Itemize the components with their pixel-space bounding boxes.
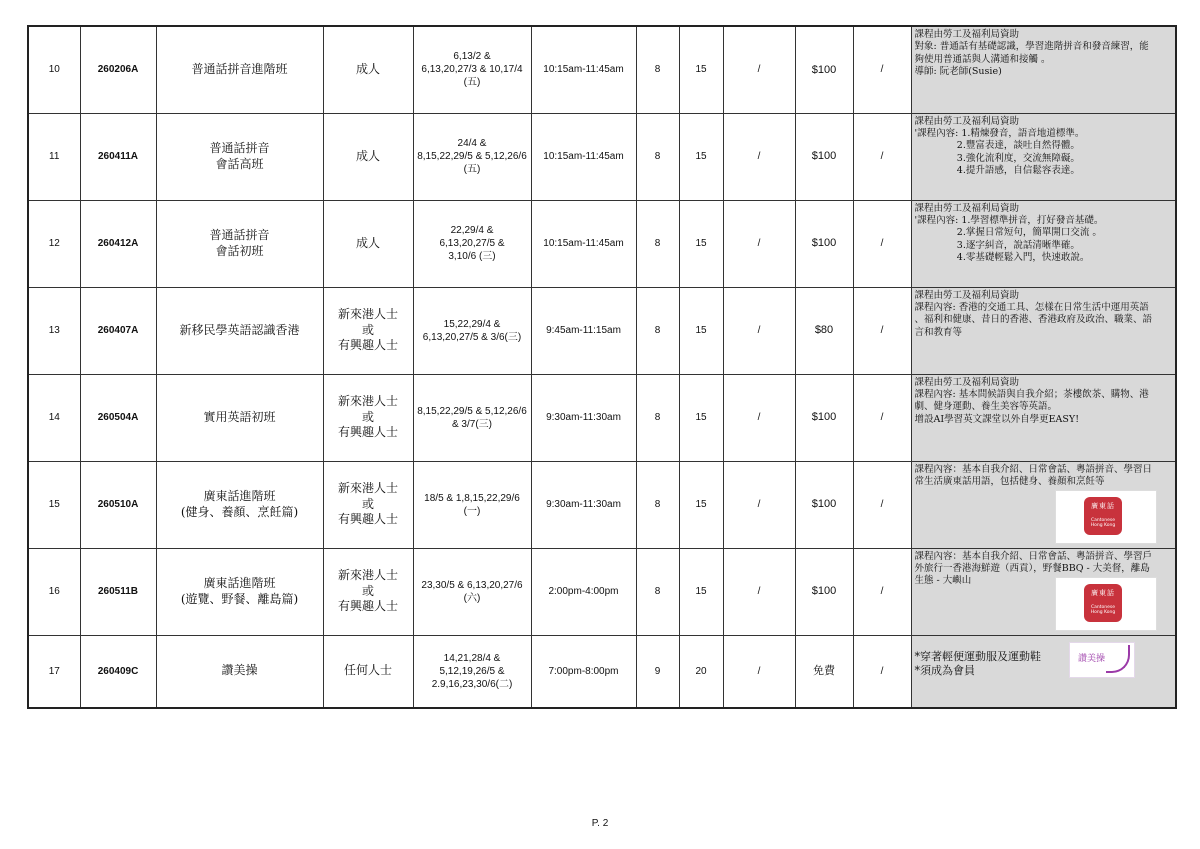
course-fee: 免費 xyxy=(795,635,853,708)
quota: 20 xyxy=(679,635,723,708)
quota: 15 xyxy=(679,287,723,374)
separator: / xyxy=(853,635,911,708)
course-fee: $100 xyxy=(795,374,853,461)
target-line: 新來港人士 xyxy=(337,307,398,322)
target-audience xyxy=(323,26,413,113)
date-line: 18/5 & 1,8,15,22,29/6 xyxy=(424,492,520,504)
remark-line: 導師: 阮老師(Susie) xyxy=(914,66,1002,78)
course-row xyxy=(28,635,1176,708)
course-name xyxy=(156,200,323,287)
cantonese-app-icon xyxy=(1084,584,1122,622)
remark-line: 課程內容：基本自我介紹、日常會話、粵語拼音、學習日 xyxy=(914,463,1153,475)
target-audience xyxy=(323,287,413,374)
date-line: 6,13,20,27/5 & 3/6(三) xyxy=(422,331,522,343)
target-line: 或 xyxy=(361,322,374,337)
remark-line: *須成為會員 xyxy=(914,663,975,677)
remark-line: 增設AI學習英文課堂以外自學更EASY! xyxy=(914,413,1080,425)
logo-subtitle xyxy=(1084,518,1122,529)
course-time: 9:30am-11:30am xyxy=(531,461,636,548)
cantonese-app-logo xyxy=(1055,490,1157,544)
course-remarks xyxy=(911,26,1176,113)
course-row xyxy=(28,548,1176,635)
remark-line: 課程內容：基本自我介紹、日常會話、粵語拼音、學習戶 xyxy=(914,550,1153,562)
course-fee: $100 xyxy=(795,26,853,113)
remark-line: 課程內容: 基本問候語與自我介紹；茶樓飲茶、購物、港 xyxy=(914,388,1149,400)
quota: 15 xyxy=(679,113,723,200)
separator: / xyxy=(723,374,795,461)
separator: / xyxy=(853,374,911,461)
remark-line: 4.零基礎輕鬆入門，快速敢說。 xyxy=(914,251,1090,263)
separator: / xyxy=(723,548,795,635)
target-line: 有興趣人士 xyxy=(337,599,398,614)
course-row xyxy=(28,374,1176,461)
course-name xyxy=(156,461,323,548)
target-line: 新來港人士 xyxy=(337,568,398,583)
course-name xyxy=(156,374,323,461)
date-line: 6,13,20,27/3 & 10,17/4 xyxy=(421,64,523,76)
lesson-count: 9 xyxy=(636,635,679,708)
target-line: 有興趣人士 xyxy=(337,512,398,527)
lesson-count: 8 xyxy=(636,113,679,200)
course-name xyxy=(156,26,323,113)
course-dates xyxy=(413,461,531,548)
course-name xyxy=(156,287,323,374)
target-line: 或 xyxy=(361,496,374,511)
target-line: 新來港人士 xyxy=(337,481,398,496)
course-remarks xyxy=(911,113,1176,200)
date-line: 3,10/6 (三) xyxy=(448,251,496,262)
course-name-line: 實用英語初班 xyxy=(203,409,276,424)
separator: / xyxy=(723,287,795,374)
cantonese-app-logo xyxy=(1055,577,1157,631)
remark-line: 課程由勞工及福利局資助 xyxy=(914,289,1020,301)
course-time: 10:15am-11:45am xyxy=(531,200,636,287)
target-line: 任何人士 xyxy=(343,663,392,678)
course-code: 260510A xyxy=(80,461,156,548)
course-remarks xyxy=(911,374,1176,461)
separator: / xyxy=(853,113,911,200)
date-line: 2.9,16,23,30/6(二) xyxy=(431,678,513,690)
remark-line: 課程由勞工及福利局資助 xyxy=(914,202,1020,214)
logo-subtitle-line: Cantonese xyxy=(1090,604,1115,610)
row-number: 14 xyxy=(28,374,80,461)
date-line: (六) xyxy=(463,592,481,604)
course-fee: $100 xyxy=(795,113,853,200)
course-time: 7:00pm-8:00pm xyxy=(531,635,636,708)
swoosh-icon xyxy=(1106,645,1130,673)
page-number: P. 2 xyxy=(591,818,609,829)
remark-line: 2.掌握日常短句，簡單開口交流 。 xyxy=(914,227,1102,239)
date-line: 15,22,29/4 & xyxy=(443,318,501,330)
praise-dance-logo xyxy=(1069,642,1135,678)
row-number: 12 xyxy=(28,200,80,287)
course-fee: $100 xyxy=(795,200,853,287)
cantonese-app-icon xyxy=(1084,497,1122,535)
course-remarks xyxy=(911,548,1176,635)
praise-dance-logo-text: 讚美操 xyxy=(1078,653,1106,664)
course-code: 260206A xyxy=(80,26,156,113)
logo-subtitle xyxy=(1084,605,1122,616)
course-name-line: 讚美操 xyxy=(221,663,258,678)
lesson-count: 8 xyxy=(636,26,679,113)
date-line: 5,12,19,26/5 & xyxy=(439,665,505,677)
course-time: 10:15am-11:45am xyxy=(531,26,636,113)
target-audience xyxy=(323,461,413,548)
course-name-line: 普通話拼音 xyxy=(209,227,270,242)
row-number: 16 xyxy=(28,548,80,635)
course-fee: $100 xyxy=(795,548,853,635)
lesson-count: 8 xyxy=(636,287,679,374)
date-line: & 3/7(三) xyxy=(451,418,492,430)
date-line: (一) xyxy=(463,505,481,517)
course-name-line: (健身、養顏、烹飪篇) xyxy=(180,504,299,519)
target-line: 有興趣人士 xyxy=(337,425,398,440)
remark-line: 外旅行一香港海鮮遊（西貢），野餐BBQ - 大美督，離島 xyxy=(914,562,1150,574)
lesson-count: 8 xyxy=(636,461,679,548)
course-code: 260411A xyxy=(80,113,156,200)
quota: 15 xyxy=(679,461,723,548)
course-code: 260511B xyxy=(80,548,156,635)
date-line: 23,30/5 & 6,13,20,27/6 xyxy=(421,579,523,591)
date-line: 8,15,22,29/5 & 5,12,26/6 xyxy=(417,405,527,417)
course-dates xyxy=(413,548,531,635)
separator: / xyxy=(853,548,911,635)
quota: 15 xyxy=(679,26,723,113)
logo-subtitle-line: Hong Kong xyxy=(1090,609,1116,615)
target-audience xyxy=(323,548,413,635)
course-row xyxy=(28,287,1176,374)
quota: 15 xyxy=(679,200,723,287)
lesson-count: 8 xyxy=(636,548,679,635)
date-line: 8,15,22,29/5 & 5,12,26/6 xyxy=(417,151,527,162)
remark-line: '課程內容: 1.精煉發音，語音地道標準。 xyxy=(914,127,1085,139)
target-line: 有興趣人士 xyxy=(337,338,398,353)
course-name-line: 廣東話進階班 xyxy=(203,488,276,503)
remark-line: 課程由勞工及福利局資助 xyxy=(914,376,1020,388)
remark-line: 對象: 普通話有基礎認識，學習進階拼音和發音練習，能 xyxy=(914,41,1149,53)
course-table xyxy=(27,25,1177,709)
date-line: (五) xyxy=(463,77,481,89)
remark-line: 課程由勞工及福利局資助 xyxy=(914,115,1020,127)
separator: / xyxy=(723,26,795,113)
course-fee: $80 xyxy=(795,287,853,374)
separator: / xyxy=(853,200,911,287)
course-code: 260504A xyxy=(80,374,156,461)
separator: / xyxy=(853,287,911,374)
remark-line: *穿著輕便運動服及運動鞋 xyxy=(914,649,1041,663)
remark-line: 3.逐字糾音，說話清晰準確。 xyxy=(914,239,1080,251)
target-line: 或 xyxy=(361,409,374,424)
course-name-line: 廣東話進階班 xyxy=(203,575,276,590)
course-remarks xyxy=(911,635,1176,708)
target-line: 成人 xyxy=(355,148,380,163)
remark-line: 劇、健身運動、養生美容等英語。 xyxy=(914,401,1058,413)
remark-line: 生態 - 大嶼山 xyxy=(914,575,972,587)
remark-line: 常生活廣東話用語，包括健身、養顏和烹飪等 xyxy=(914,475,1105,487)
remark-line: 4.提升語感，自信鬆容表達。 xyxy=(914,164,1080,176)
target-audience xyxy=(323,374,413,461)
course-name-line: 普通話拼音進階班 xyxy=(191,61,288,76)
course-code: 260412A xyxy=(80,200,156,287)
remark-line: 課程由勞工及福利局資助 xyxy=(914,29,1020,40)
course-time: 2:00pm-4:00pm xyxy=(531,548,636,635)
course-remarks xyxy=(911,200,1176,287)
course-name xyxy=(156,548,323,635)
target-line: 或 xyxy=(361,583,374,598)
course-name-line: 會話高班 xyxy=(215,156,264,171)
logo-subtitle-line: Cantonese xyxy=(1090,517,1115,523)
row-number: 17 xyxy=(28,635,80,708)
course-code: 260407A xyxy=(80,287,156,374)
remark-line: 夠使用普通話與人溝通和接觸 。 xyxy=(914,53,1051,65)
course-dates xyxy=(413,113,531,200)
separator: / xyxy=(723,635,795,708)
target-line: 新來港人士 xyxy=(337,394,398,409)
separator: / xyxy=(723,113,795,200)
row-number: 10 xyxy=(28,26,80,113)
separator: / xyxy=(723,461,795,548)
course-remarks xyxy=(911,461,1176,548)
date-line: 6,13,20,27/5 & xyxy=(439,238,505,249)
lesson-count: 8 xyxy=(636,374,679,461)
row-number: 11 xyxy=(28,113,80,200)
logo-subtitle-line: Hong Kong xyxy=(1090,522,1116,528)
course-row xyxy=(28,461,1176,548)
course-name xyxy=(156,635,323,708)
row-number: 13 xyxy=(28,287,80,374)
remark-line: '課程內容: 1.學習標準拼音，打好發音基礎。 xyxy=(914,214,1104,226)
remark-line: 、福利和健康、昔日的香港、香港政府及政治、職業、語 xyxy=(914,314,1153,326)
course-fee: $100 xyxy=(795,461,853,548)
remark-line: 課程內容: 香港的交通工具、怎樣在日常生活中運用英語 xyxy=(914,301,1149,313)
remark-line: 2.豐富表達，談吐自然得體。 xyxy=(914,140,1080,152)
course-dates xyxy=(413,635,531,708)
quota: 15 xyxy=(679,374,723,461)
course-row xyxy=(28,113,1176,200)
date-line: 14,21,28/4 & xyxy=(443,652,501,664)
course-remarks xyxy=(911,287,1176,374)
course-time: 9:45am-11:15am xyxy=(531,287,636,374)
logo-title: 廣東話 xyxy=(1091,588,1115,597)
course-name-line: 新移民學英語認識香港 xyxy=(179,322,300,337)
course-dates xyxy=(413,26,531,113)
separator: / xyxy=(853,461,911,548)
target-line: 成人 xyxy=(355,235,380,250)
target-audience xyxy=(323,635,413,708)
lesson-count: 8 xyxy=(636,200,679,287)
course-name-line: 普通話拼音 xyxy=(209,140,270,155)
course-time: 10:15am-11:45am xyxy=(531,113,636,200)
course-name-line: (遊覽、野餐、離島篇) xyxy=(180,591,299,606)
course-code: 260409C xyxy=(80,635,156,708)
separator: / xyxy=(723,200,795,287)
course-dates xyxy=(413,200,531,287)
date-line: (五) xyxy=(463,164,481,175)
date-line: 22,29/4 & xyxy=(450,225,494,236)
target-line: 成人 xyxy=(355,61,380,76)
course-name-line: 會話初班 xyxy=(215,243,264,258)
target-audience xyxy=(323,113,413,200)
course-row xyxy=(28,26,1176,113)
separator: / xyxy=(853,26,911,113)
row-number: 15 xyxy=(28,461,80,548)
date-line: 24/4 & xyxy=(457,138,487,149)
remark-line: 言和教育等 xyxy=(914,326,963,338)
date-line: 6,13/2 & xyxy=(453,51,491,63)
course-row xyxy=(28,200,1176,287)
remark-line: 3.強化流利度，交流無障礙。 xyxy=(914,152,1080,164)
course-dates xyxy=(413,374,531,461)
course-name xyxy=(156,113,323,200)
course-time: 9:30am-11:30am xyxy=(531,374,636,461)
target-audience xyxy=(323,200,413,287)
course-dates xyxy=(413,287,531,374)
quota: 15 xyxy=(679,548,723,635)
logo-title: 廣東話 xyxy=(1091,501,1115,510)
